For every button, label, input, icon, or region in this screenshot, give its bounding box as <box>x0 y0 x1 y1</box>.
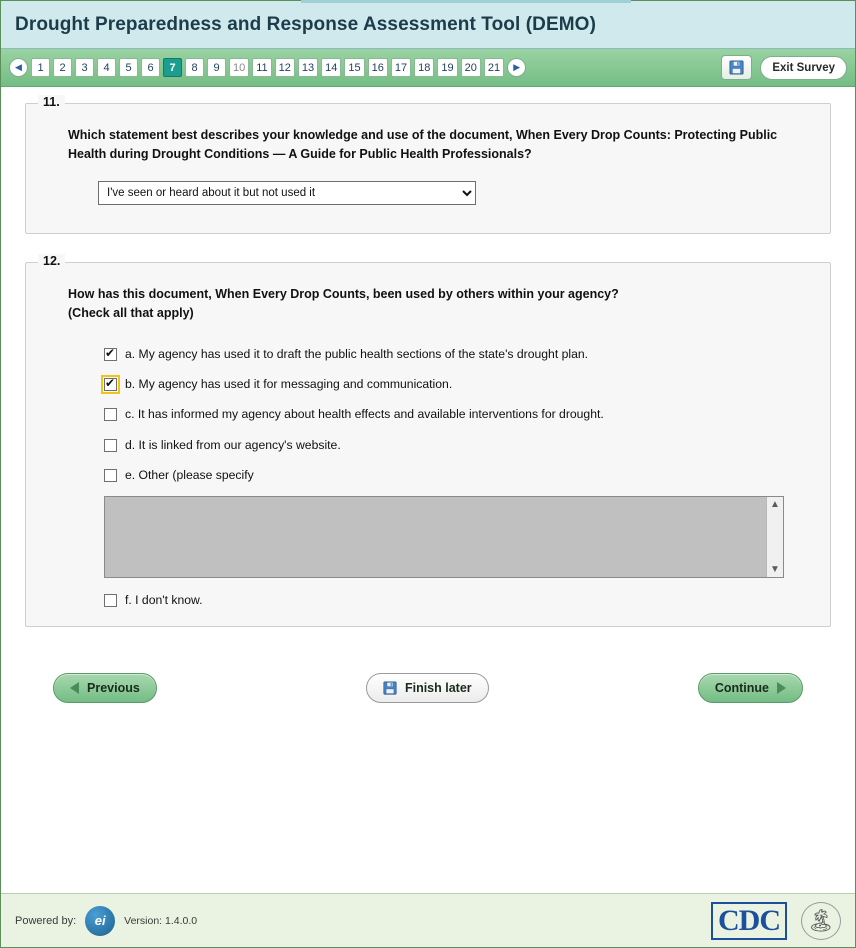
arrow-right-icon <box>777 682 786 694</box>
checkbox-d[interactable] <box>104 439 117 452</box>
exit-survey-button[interactable]: Exit Survey <box>760 56 847 80</box>
checkbox-e[interactable] <box>104 469 117 482</box>
finish-later-button[interactable] <box>366 673 489 703</box>
page-button-11[interactable]: 11 <box>252 58 271 77</box>
hhs-eagle-seal-icon: 🏝 <box>801 902 841 940</box>
arrow-left-icon <box>70 682 79 694</box>
save-button[interactable] <box>721 55 752 80</box>
other-specify-textarea-wrapper <box>104 496 784 578</box>
page-title: Drought Preparedness and Response Assessment Tool (DEMO) <box>15 13 596 35</box>
nav-right-group <box>721 55 847 80</box>
other-specify-textarea[interactable] <box>105 497 766 577</box>
question-11-number: 11. <box>38 95 65 109</box>
scroll-up-icon[interactable]: ▲ <box>770 498 780 510</box>
checkbox-label-a: a. My agency has used it to draft the public health sections of the state's drought plan. <box>125 346 589 361</box>
page-button-12[interactable]: 12 <box>275 58 295 77</box>
previous-button-label: Previous <box>87 681 140 696</box>
question-12-block <box>25 253 831 628</box>
page-button-1[interactable]: 1 <box>31 58 50 77</box>
scroll-down-icon[interactable]: ▼ <box>770 563 780 575</box>
page-button-6[interactable]: 6 <box>141 58 160 77</box>
powered-by-label: Powered by: <box>15 914 77 927</box>
page-button-2[interactable]: 2 <box>53 58 72 77</box>
finish-later-button-label: Finish later <box>404 681 472 696</box>
question-11-block <box>25 95 831 234</box>
continue-button-label: Continue <box>714 681 769 696</box>
page-button-21[interactable]: 21 <box>484 58 504 77</box>
page-button-3[interactable]: 3 <box>75 58 94 77</box>
page-button-5[interactable]: 5 <box>119 58 138 77</box>
ei-logo: ei <box>85 906 115 936</box>
page-button-9[interactable]: 9 <box>207 58 226 77</box>
page-button-20[interactable]: 20 <box>461 58 481 77</box>
checkbox-row-d[interactable] <box>104 437 810 453</box>
agency-logos <box>711 902 841 940</box>
floppy-disk-icon <box>383 681 397 695</box>
question-12-text <box>68 285 808 324</box>
question-12-number: 12. <box>38 254 65 268</box>
checkbox-a[interactable] <box>104 348 117 361</box>
checkbox-row-c[interactable] <box>104 406 810 422</box>
page-button-17[interactable]: 17 <box>391 58 411 77</box>
previous-page-arrow-icon[interactable]: ◀ <box>9 58 28 77</box>
page-button-13[interactable]: 13 <box>298 58 318 77</box>
page-button-7-current[interactable]: 7 <box>163 58 182 77</box>
status-bar <box>1 893 855 947</box>
checkbox-label-e: e. Other (please specify <box>125 468 254 483</box>
floppy-disk-icon <box>729 60 744 75</box>
page-button-19[interactable]: 19 <box>437 58 457 77</box>
checkbox-row-a[interactable] <box>104 346 810 362</box>
page-button-10[interactable]: 10 <box>229 58 249 77</box>
page-navigation-bar <box>1 49 855 87</box>
cdc-logo: CDC <box>711 902 787 940</box>
page-button-8[interactable]: 8 <box>185 58 204 77</box>
textarea-scrollbar[interactable] <box>766 497 783 577</box>
navigation-button-row <box>25 655 831 703</box>
checkbox-label-b: b. My agency has used it for messaging and communication. <box>125 376 453 391</box>
checkbox-f[interactable] <box>104 594 117 607</box>
checkbox-row-f[interactable] <box>104 592 810 608</box>
page-button-14[interactable]: 14 <box>321 58 341 77</box>
page-button-18[interactable]: 18 <box>414 58 434 77</box>
page-button-4[interactable]: 4 <box>97 58 116 77</box>
checkbox-label-c: c. It has informed my agency about health effects and available interventions for drought. <box>125 407 604 422</box>
survey-content <box>1 87 855 893</box>
page-button-15[interactable]: 15 <box>344 58 364 77</box>
question-12-text-line1: How has this document, When Every Drop Counts, been used by others within your agency? <box>68 286 619 301</box>
checkbox-label-d: d. It is linked from our agency's website. <box>125 437 341 452</box>
page-button-16[interactable]: 16 <box>368 58 388 77</box>
previous-button[interactable] <box>53 673 157 703</box>
title-bar <box>1 1 855 49</box>
checkbox-label-f: f. I don't know. <box>125 592 203 607</box>
checkbox-c[interactable] <box>104 408 117 421</box>
question-11-text: Which statement best describes your knowledge and use of the document, When Every Drop Counts: Protecting Public Health during Drought Conditions — A Guide for Public Health Professionals? <box>68 128 778 162</box>
version-label: Version: 1.4.0.0 <box>124 914 198 927</box>
checkbox-row-e[interactable] <box>104 467 810 483</box>
checkbox-row-b[interactable] <box>104 376 810 392</box>
question-12-text-line2: (Check all that apply) <box>68 306 194 321</box>
checkbox-b[interactable] <box>104 378 117 391</box>
continue-button[interactable] <box>698 673 803 703</box>
question-11-dropdown[interactable] <box>98 181 476 205</box>
next-page-arrow-icon[interactable]: ▶ <box>507 58 526 77</box>
